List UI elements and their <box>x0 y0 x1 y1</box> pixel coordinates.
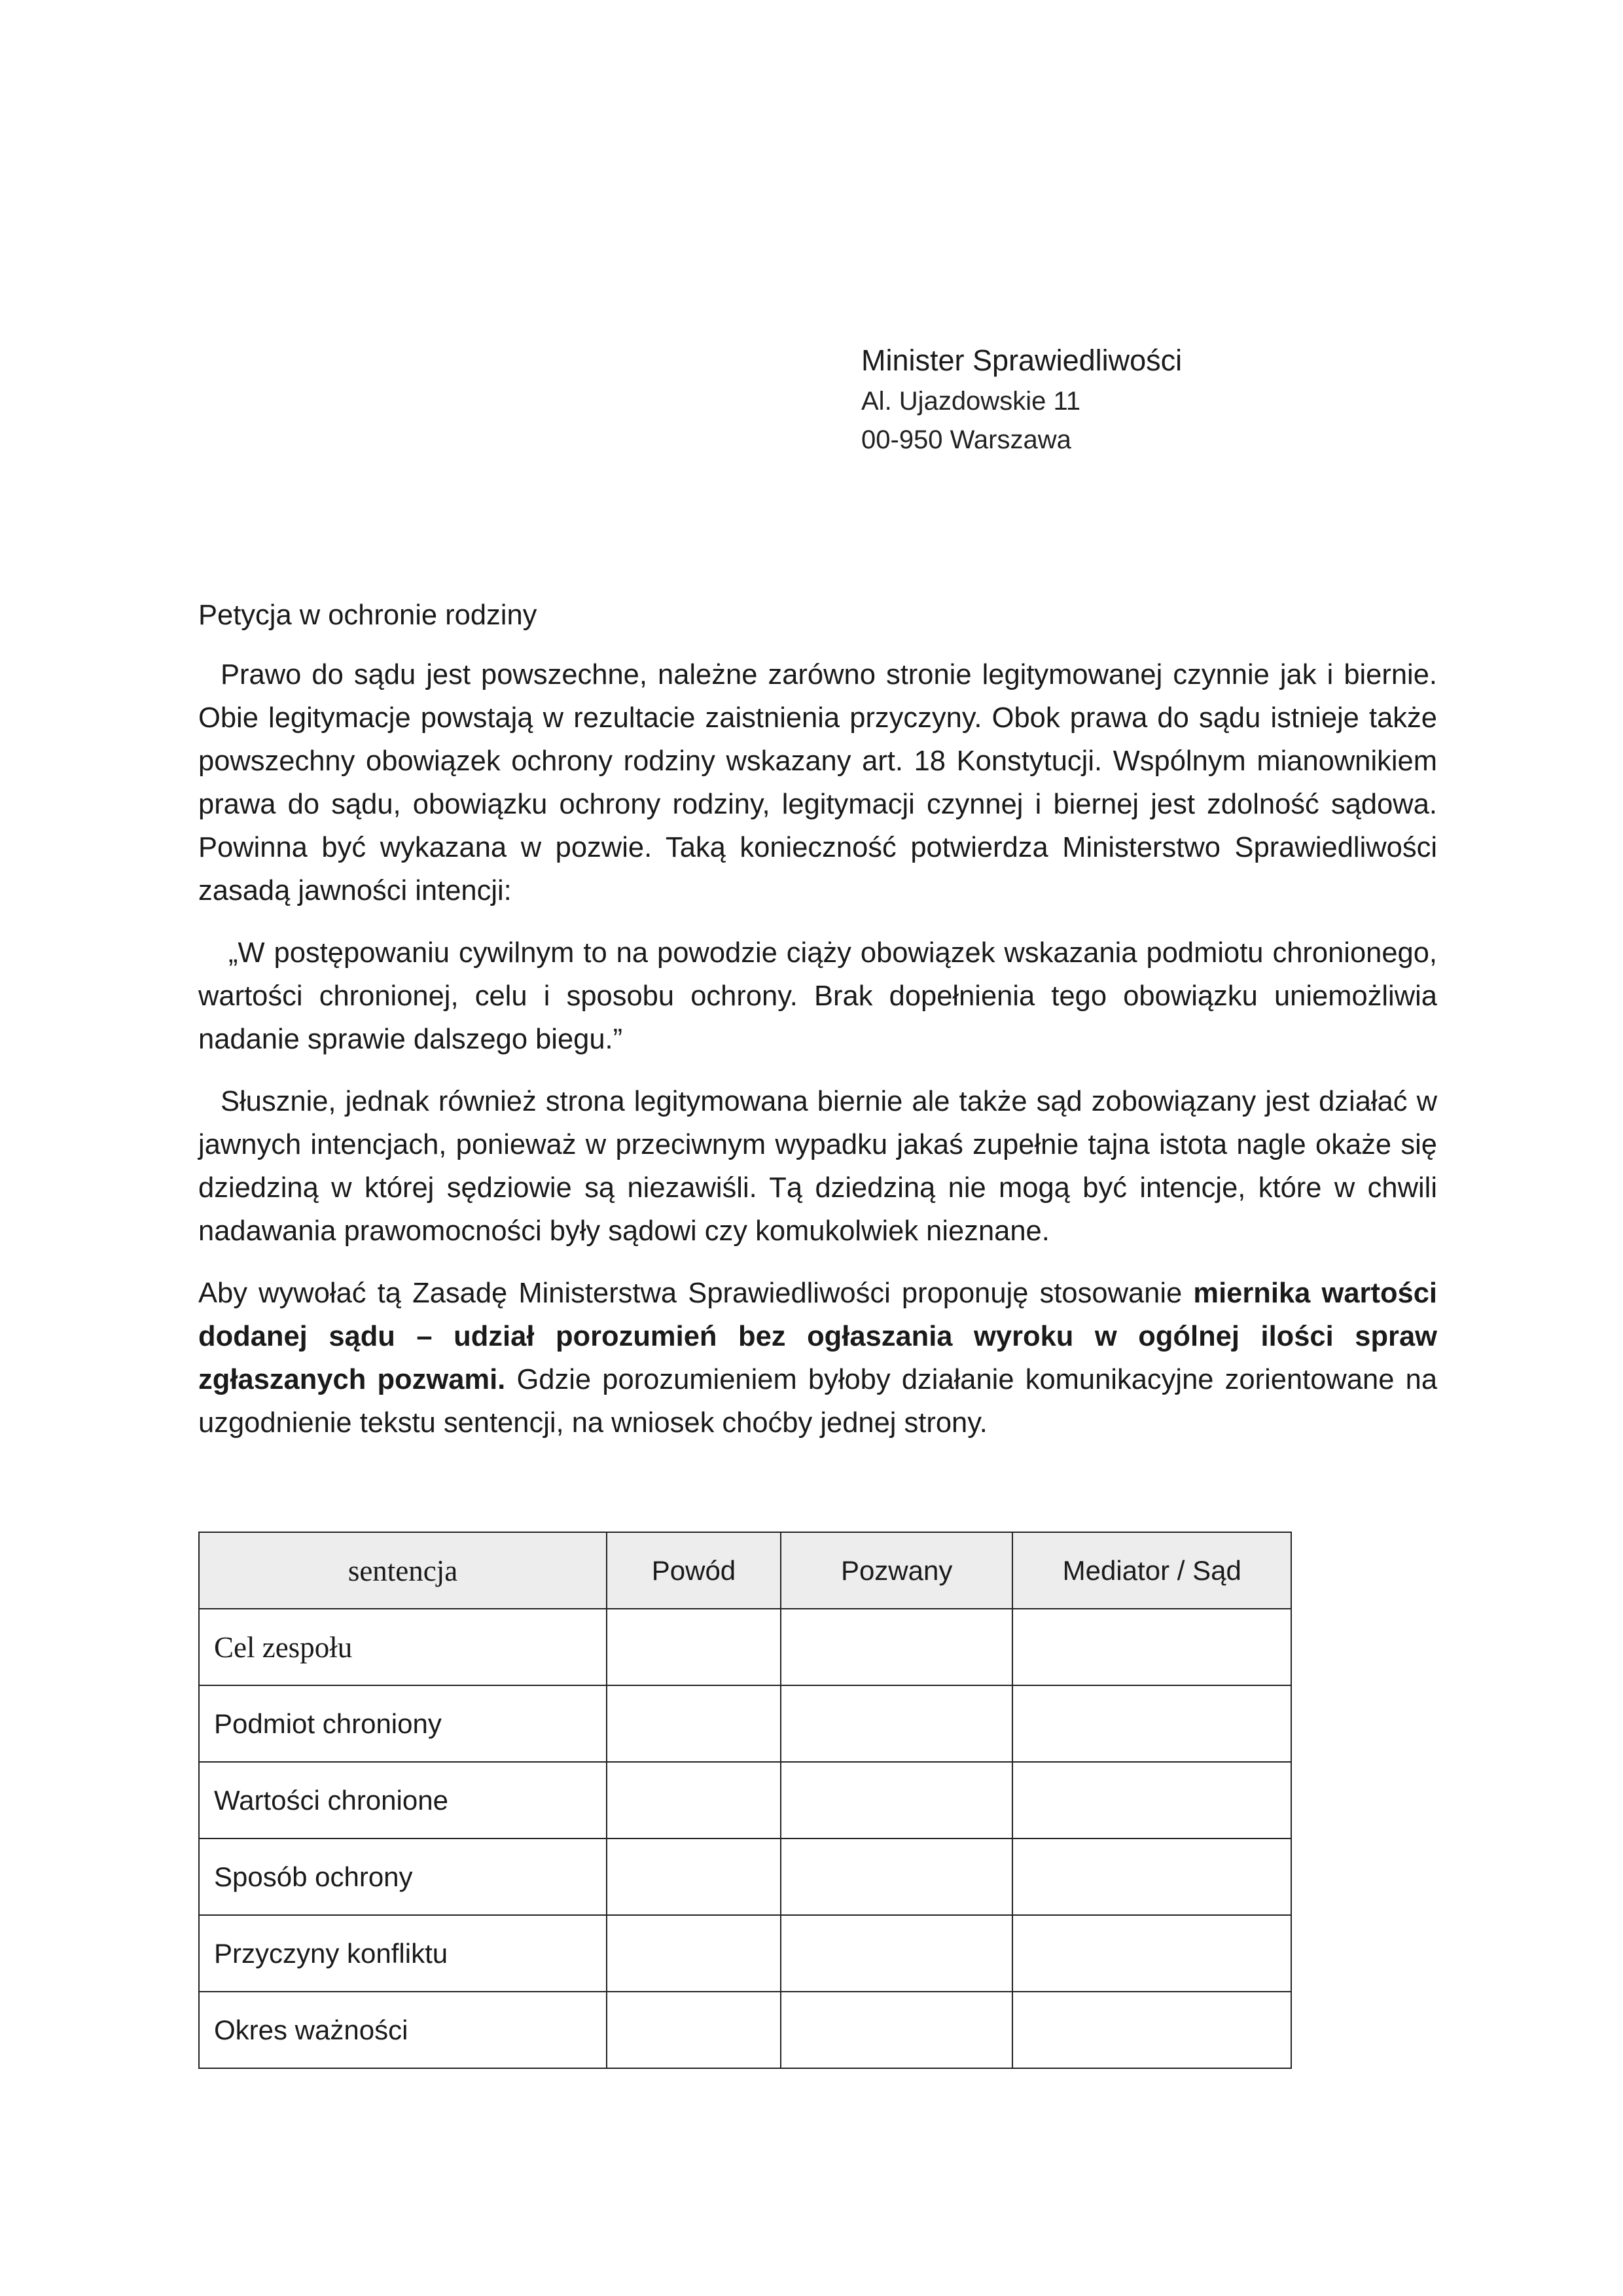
table-cell[interactable] <box>781 1685 1013 1762</box>
table-cell[interactable] <box>1012 1685 1291 1762</box>
paragraph-4 <box>198 1272 1437 1444</box>
table-cell[interactable] <box>1012 1992 1291 2068</box>
table-row <box>199 1685 1291 1762</box>
table-cell[interactable] <box>1012 1609 1291 1685</box>
row-label: Podmiot chroniony <box>199 1685 607 1762</box>
table-cell[interactable] <box>781 1915 1013 1992</box>
table-cell[interactable] <box>1012 1915 1291 1992</box>
table-cell[interactable] <box>1012 1762 1291 1839</box>
table-cell[interactable] <box>607 1992 781 2068</box>
recipient-street: Al. Ujazdowskie 11 <box>861 387 1080 416</box>
table-row <box>199 1992 1291 2068</box>
recipient-city: 00-950 Warszawa <box>861 425 1071 454</box>
sentencja-table <box>198 1532 1292 2069</box>
table-cell[interactable] <box>607 1762 781 1839</box>
table-header-row <box>199 1532 1291 1609</box>
table-cell[interactable] <box>781 1839 1013 1915</box>
paragraph-4-rest: Gdzie porozumieniem byłoby działanie komunikacyjne zorientowane na uzgodnienie tekstu sentencji, na wniosek choćby jednej strony. <box>198 1364 1438 1439</box>
row-label: Sposób ochrony <box>199 1839 607 1915</box>
table-cell[interactable] <box>781 1762 1013 1839</box>
table-row <box>199 1915 1291 1992</box>
table-cell[interactable] <box>1012 1839 1291 1915</box>
table-cell[interactable] <box>607 1609 781 1685</box>
document-title: Petycja w ochronie rodziny <box>198 600 537 631</box>
table-row <box>199 1762 1291 1839</box>
paragraph-4-intro: Aby wywołać tą Zasadę Ministerstwa Sprawiedliwości proponuję stosowanie <box>198 1278 1194 1309</box>
table-cell[interactable] <box>607 1685 781 1762</box>
row-label: Cel zespołu <box>199 1609 607 1685</box>
table-cell[interactable] <box>607 1915 781 1992</box>
row-label: Okres ważności <box>199 1992 607 2068</box>
table-row <box>199 1609 1291 1685</box>
row-label: Wartości chronione <box>199 1762 607 1839</box>
table-cell[interactable] <box>781 1992 1013 2068</box>
recipient-address <box>861 346 1182 465</box>
paragraph-1: Prawo do sądu jest powszechne, należne zarówno stronie legitymowanej czynnie jak i biernie. Obie legitymacje powstają w rezultacie zaistnienia przyczyny. Obok prawa do sądu istnieje także powszechny obowiązek ochrony rodziny wskazany art. 18 Konstytucji. Wspólnym mianownikiem prawa do sądu, obowiązku ochrony rodziny, legitymacji czynnej i biernej jest zdolność sądowa. Powinna być wykazana w pozwie. Taką konieczność potwierdza Ministerstwo Sprawiedliwości zasadą jawności intencji: <box>198 659 1437 906</box>
row-label: Przyczyny konfliktu <box>199 1915 607 1992</box>
table-row <box>199 1839 1291 1915</box>
recipient-name: Minister Sprawiedliwości <box>861 344 1183 377</box>
paragraph-3: Słusznie, jednak również strona legitymowana biernie ale także sąd zobowiązany jest działać w jawnych intencjach, ponieważ w przeciwnym wypadku jakaś zupełnie tajna istota nagle okaże się dziedziną w której sędziowie są niezawiśli. Tą dziedziną nie mogą być intencje, które w chwili nadawania prawomocności były sądowi czy komukolwiek nieznane. <box>198 1086 1437 1247</box>
header-pozwany: Pozwany <box>781 1532 1013 1609</box>
header-mediator-sad: Mediator / Sąd <box>1012 1532 1291 1609</box>
paragraph-4-bold: miernika wartości dodanej sądu – udział porozumień bez ogłaszania wyroku w ogólnej ilości spraw zgłaszanych pozwami. <box>198 1278 1437 1395</box>
petition-body <box>198 594 1437 1463</box>
header-powod: Powód <box>607 1532 781 1609</box>
table-cell[interactable] <box>781 1609 1013 1685</box>
table-cell[interactable] <box>607 1839 781 1915</box>
quote-paragraph: „W postępowaniu cywilnym to na powodzie ciąży obowiązek wskazania podmiotu chronionego, wartości chronionej, celu i sposobu ochrony. Brak dopełnienia tego obowiązku uniemożliwia nadanie sprawie dalszego biegu.” <box>198 937 1437 1055</box>
header-sentencja: sentencja <box>199 1532 607 1609</box>
